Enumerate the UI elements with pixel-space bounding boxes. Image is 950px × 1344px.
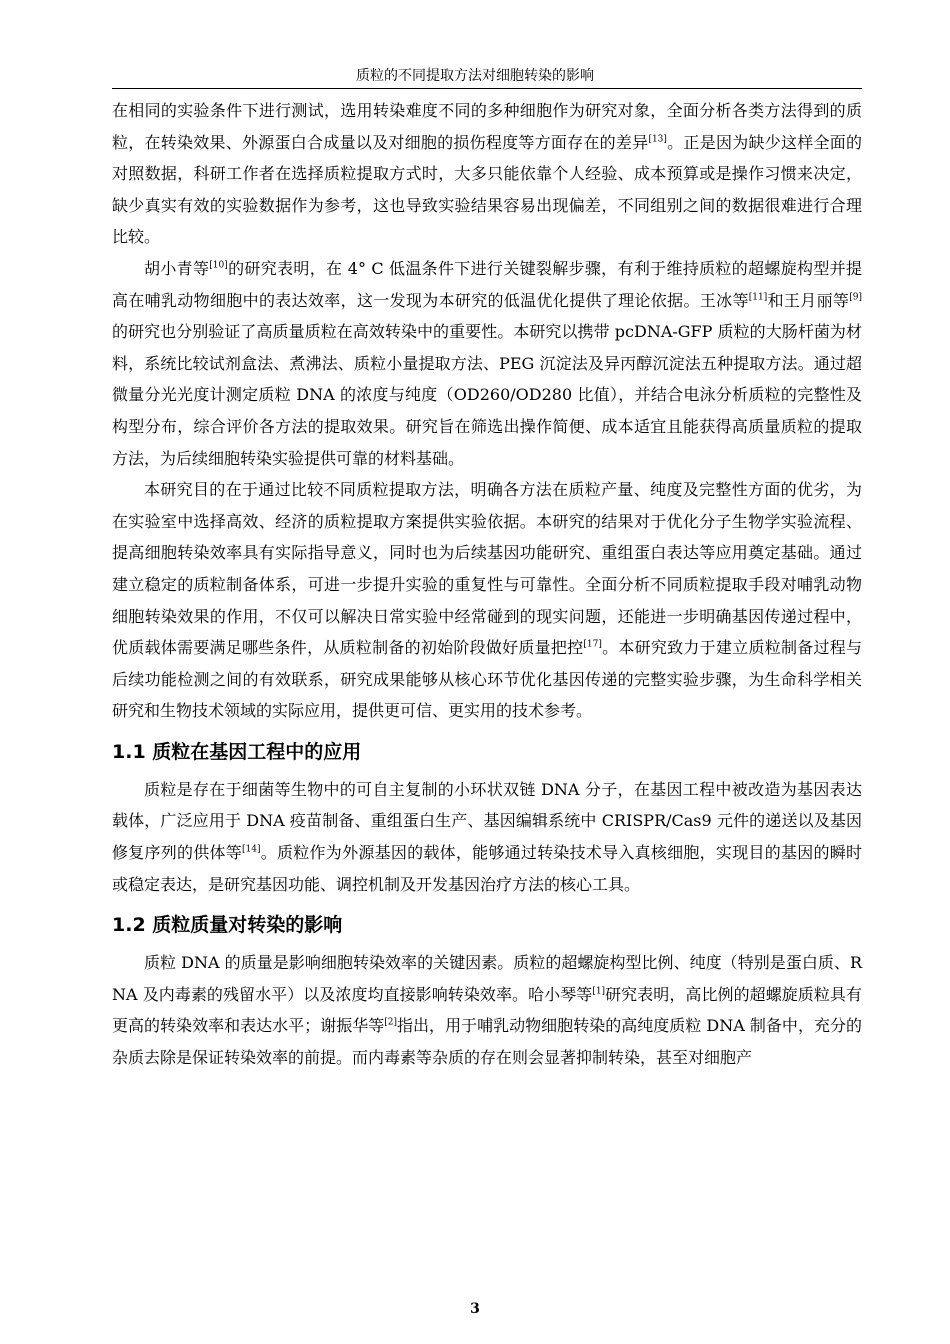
paragraph-text: 质粒是存在于细菌等生物中的可自主复制的小环状双链 DNA 分子，在基因工程中被改造为基因表达载体，广泛应用于 DNA 疫苗制备、重组蛋白生产、基因编辑系统中 CRISPR/Cas9 元件的递送以及基因修复序列的供体等 (112, 779, 862, 863)
paragraph-text: 的研究表明，在 4° C 低温条件下进行关键裂解步骤，有利于维持质粒的超螺旋构型并提高在哺乳动物细胞中的表达效率，这一发现为本研究的低温优化提供了理论依据。王冰等 (112, 258, 862, 310)
section-heading-1-2: 1.2 质粒质量对转染的影响 (112, 914, 343, 937)
paragraph-text: 本研究目的在于通过比较不同质粒提取方法，明确各方法在质粒产量、纯度及完整性方面的优劣，为在实验室中选择高效、经济的质粒提取方案提供实验依据。本研究的结果对于优化分子生物学实验流程、提高细胞转染效率具有实际指导意义，同时也为后续基因功能研究、重组蛋白表达等应用奠定基础。通过建立稳定的质粒制备体系，可进一步提升实验的重复性与可靠性。全面分析不同质粒提取手段对哺乳动物细胞转染效果的作用，不仅可以解决日常实验中经常碰到的现实问题，还能进一步明确基因传递过程中，优质载体需要满足哪些条件，从质粒制备的初始阶段做好质量把控 (112, 480, 862, 658)
citation: [10] (209, 260, 228, 271)
header-rule (112, 88, 862, 89)
paragraph-text: 。本研究致力于建立质粒制备过程与后续功能检测之间的有效联系，研究成果能够从核心环节优化基因传递的完整实验步骤，为生命科学相关研究和生物技术领域的实际应用，提供更可信、更实用的技术参考。 (112, 638, 862, 721)
paragraph-plasmid-quality (112, 947, 862, 1073)
section-heading-1-1: 1.1 质粒在基因工程中的应用 (112, 740, 362, 763)
paragraph-text: 和王月丽等 (767, 290, 850, 310)
paragraph-objective (112, 474, 862, 727)
paragraph-continued (112, 95, 862, 253)
paragraph-plasmid-application (112, 774, 862, 900)
paragraph-text: 指出，用于哺乳动物细胞转染的高纯度质粒 DNA 制备中，充分的杂质去除是保证转染效率的前提。而内毒素等杂质的存在则会显著抑制转染，甚至对细胞产 (112, 1016, 862, 1068)
page-number: 3 (470, 1301, 480, 1317)
paragraph-text: 。质粒作为外源基因的载体，能够通过转染技术导入真核细胞，实现目的基因的瞬时或稳定表达，是研究基因功能、调控机制及开发基因治疗方法的核心工具。 (112, 843, 862, 894)
citation: [17] (583, 639, 602, 650)
paragraph-text: 的研究也分别验证了高质量质粒在高效转染中的重要性。本研究以携带 pcDNA-GFP 质粒的大肠杆菌为材料，系统比较试剂盒法、煮沸法、质粒小量提取方法、PEG 沉淀法及异丙醇沉淀法五种提取方法。通过超微量分光光度计测定质粒 DNA 的浓度与纯度（OD260/OD280 比值），并结合电泳分析质粒的完整性及构型分布，综合评价各方法的提取效果。研究旨在筛选出操作简便、成本适宜且能获得高质量质粒的提取方法，为后续细胞转染实验提供可靠的材料基础。 (112, 322, 862, 468)
page-body (112, 95, 862, 1074)
paragraph-text: 在相同的实验条件下进行测试，选用转染难度不同的多种细胞作为研究对象，全面分析各类方法得到的质粒，在转染效果、外源蛋白合成量以及对细胞的损伤程度等方面存在的差异 (112, 101, 862, 152)
citation: [14] (242, 844, 261, 855)
paragraph-related-work (112, 253, 862, 474)
citation: [9] (849, 292, 862, 303)
running-header-title: 质粒的不同提取方法对细胞转染的影响 (356, 68, 594, 84)
paragraph-text: 胡小青等 (144, 258, 210, 278)
citation: [2] (384, 1018, 398, 1029)
paragraph-text: 质粒 DNA 的质量是影响细胞转染效率的关键因素。质粒的超螺旋构型比例、纯度（特别是蛋白质、RNA 及内毒素的残留水平）以及浓度均直接影响转染效率。哈小琴等 (112, 953, 862, 1004)
citation: [13] (648, 134, 667, 145)
paragraph-text: 研究表明，高比例的超螺旋质粒具有更高的转染效率和表达水平；谢振华等 (112, 984, 862, 1036)
paragraph-text: 。正是因为缺少这样全面的对照数据，科研工作者在选择质粒提取方式时，大多只能依靠个人经验、成本预算或是操作习惯来决定，缺少真实有效的实验数据作为参考，这也导致实验结果容易出现偏差，不同组别之间的数据很难进行合理比较。 (112, 132, 862, 247)
citation: [1] (592, 986, 606, 997)
citation: [11] (748, 292, 768, 303)
